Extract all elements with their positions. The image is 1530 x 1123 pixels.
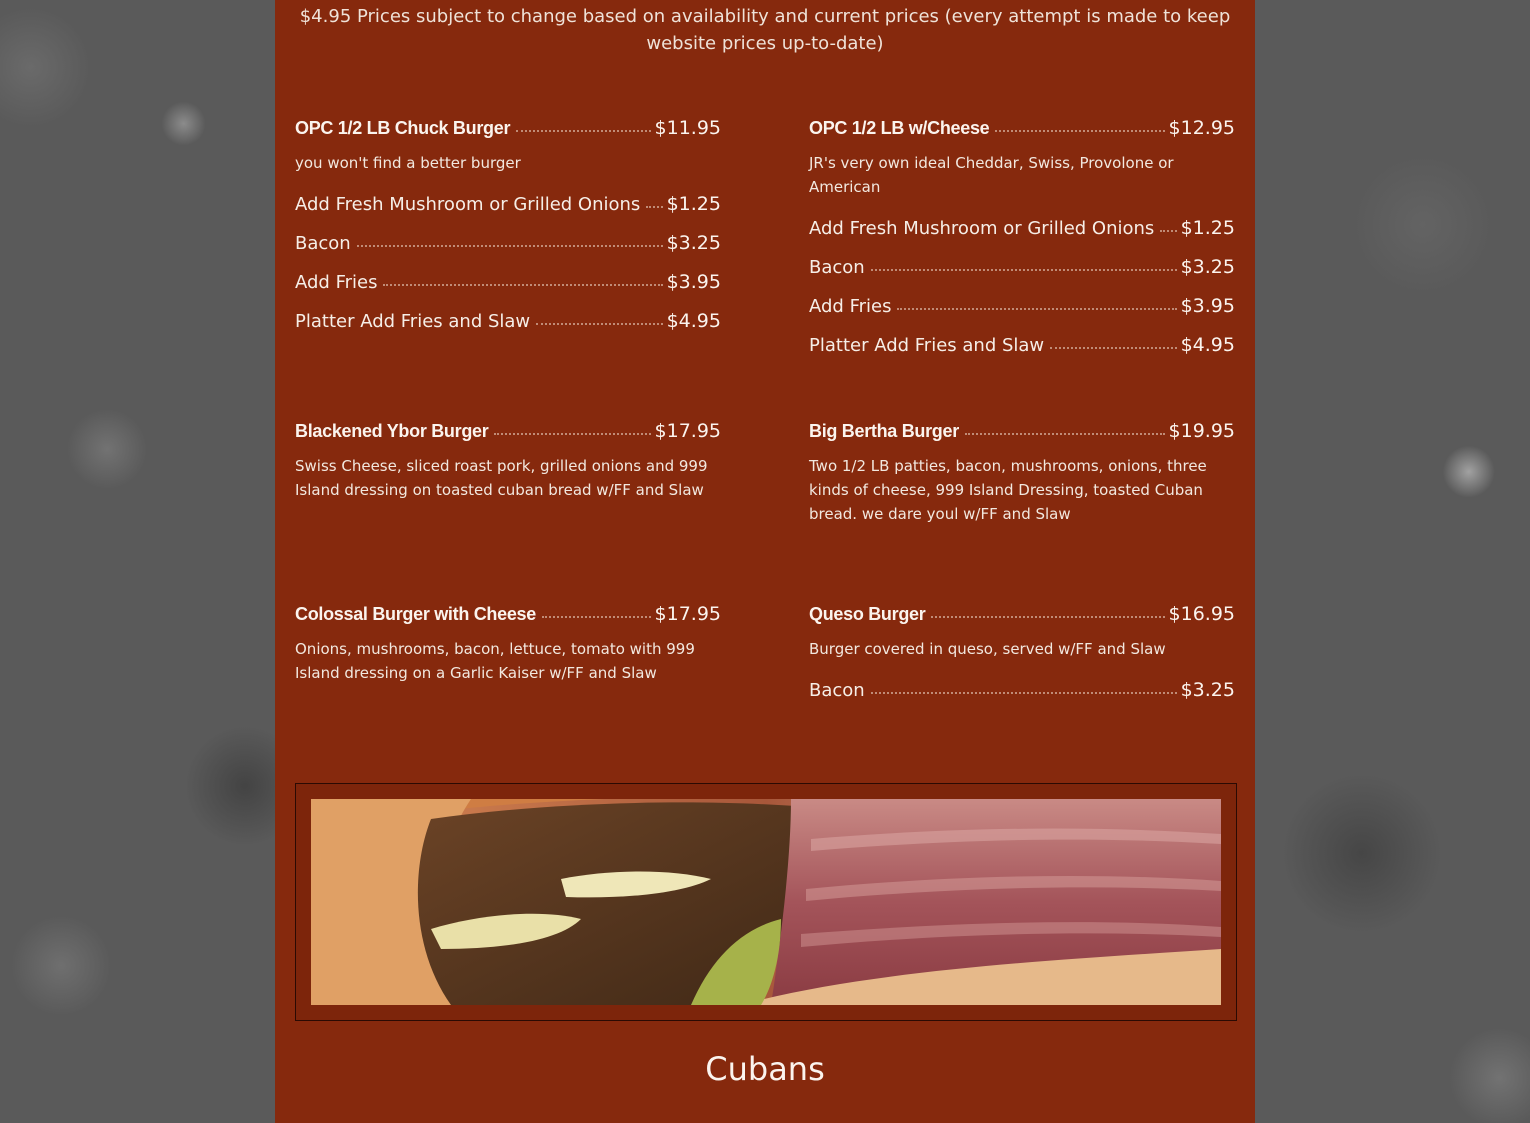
leader-dots: [383, 283, 662, 286]
addon-label: Add Fresh Mushroom or Grilled Onions: [809, 218, 1155, 239]
leader-dots: [871, 691, 1177, 694]
menu-item-header: [809, 117, 1235, 139]
menu-item-title: OPC 1/2 LB Chuck Burger: [295, 118, 511, 138]
section-title-cubans: Cubans: [705, 1050, 825, 1088]
addon-price: $4.95: [1180, 334, 1235, 356]
menu-item-description: Swiss Cheese, sliced roast pork, grilled onions and 999 Island dressing on toasted cuban bread w/FF and Slaw: [295, 457, 708, 499]
addon-row: [295, 310, 721, 332]
leader-dots: [494, 432, 650, 435]
addon-label: Add Fresh Mushroom or Grilled Onions: [295, 194, 641, 215]
addon-row: [809, 334, 1235, 356]
menu-item-title: Big Bertha Burger: [809, 421, 959, 441]
menu-item-header: [295, 603, 721, 625]
price-notice: $4.95 Prices subject to change based on availability and current prices (every attempt is made to keep website prices up-to-date): [299, 6, 1231, 54]
menu-item-big-bertha-burger: [809, 420, 1235, 526]
leader-dots: [965, 432, 1165, 435]
addon-price: $3.25: [1180, 256, 1235, 278]
banner-frame: [295, 783, 1237, 1021]
addon-row: [295, 193, 721, 215]
menu-item-header: [295, 117, 721, 139]
menu-item-description: you won't find a better burger: [295, 154, 521, 172]
leader-dots: [646, 205, 662, 208]
leader-dots: [542, 615, 651, 618]
menu-item-header: [809, 420, 1235, 442]
addon-price: $1.25: [1180, 217, 1235, 239]
addon-label: Bacon: [809, 680, 865, 701]
menu-item-colossal-burger: [295, 603, 721, 685]
sandwich-illustration: [311, 799, 1221, 1005]
menu-item-description: Two 1/2 LB patties, bacon, mushrooms, onions, three kinds of cheese, 999 Island Dressing, toasted Cuban bread. we dare youl w/FF and Slaw: [809, 457, 1207, 523]
leader-dots: [536, 322, 662, 325]
addon-label: Bacon: [809, 257, 865, 278]
addon-price: $3.25: [666, 232, 721, 254]
menu-item-title: Queso Burger: [809, 604, 926, 624]
addon-price: $1.25: [666, 193, 721, 215]
addon-price: $3.95: [1180, 295, 1235, 317]
menu-item-opc-chuck-burger: [295, 117, 721, 332]
addon-row: [809, 217, 1235, 239]
addon-label: Platter Add Fries and Slaw: [809, 335, 1045, 356]
addon-price: $3.95: [666, 271, 721, 293]
addon-row: [295, 232, 721, 254]
leader-dots: [516, 129, 650, 132]
addon-label: Add Fries: [295, 272, 378, 293]
addon-row: [809, 256, 1235, 278]
menu-item-price: $17.95: [654, 603, 721, 625]
menu-item-queso-burger: [809, 603, 1235, 701]
menu-item-description: JR's very own ideal Cheddar, Swiss, Provolone or American: [809, 154, 1174, 196]
menu-item-title: Colossal Burger with Cheese: [295, 604, 536, 624]
menu-panel: [275, 0, 1255, 1123]
addon-row: [809, 295, 1235, 317]
menu-item-header: [295, 420, 721, 442]
menu-item-price: $19.95: [1168, 420, 1235, 442]
menu-item-title: Blackened Ybor Burger: [295, 421, 489, 441]
menu-item-price: $11.95: [654, 117, 721, 139]
addon-row: [295, 271, 721, 293]
leader-dots: [897, 307, 1176, 310]
addon-price: $4.95: [666, 310, 721, 332]
menu-item-title: OPC 1/2 LB w/Cheese: [809, 118, 990, 138]
addon-label: Bacon: [295, 233, 351, 254]
addon-price: $3.25: [1180, 679, 1235, 701]
menu-item-blackened-ybor-burger: [295, 420, 721, 502]
menu-item-header: [809, 603, 1235, 625]
menu-item-description: Burger covered in queso, served w/FF and Slaw: [809, 640, 1166, 658]
addon-row: [809, 679, 1235, 701]
leader-dots: [995, 129, 1164, 132]
cuban-sandwich-photo: [311, 799, 1221, 1005]
addon-label: Add Fries: [809, 296, 892, 317]
leader-dots: [871, 268, 1177, 271]
leader-dots: [357, 244, 663, 247]
menu-item-price: $17.95: [654, 420, 721, 442]
leader-dots: [931, 615, 1164, 618]
menu-item-opc-cheese-burger: [809, 117, 1235, 356]
addon-label: Platter Add Fries and Slaw: [295, 311, 531, 332]
menu-item-price: $16.95: [1168, 603, 1235, 625]
menu-item-description: Onions, mushrooms, bacon, lettuce, tomato with 999 Island dressing on a Garlic Kaiser w/FF and Slaw: [295, 640, 695, 682]
leader-dots: [1160, 229, 1176, 232]
menu-item-price: $12.95: [1168, 117, 1235, 139]
leader-dots: [1050, 346, 1176, 349]
